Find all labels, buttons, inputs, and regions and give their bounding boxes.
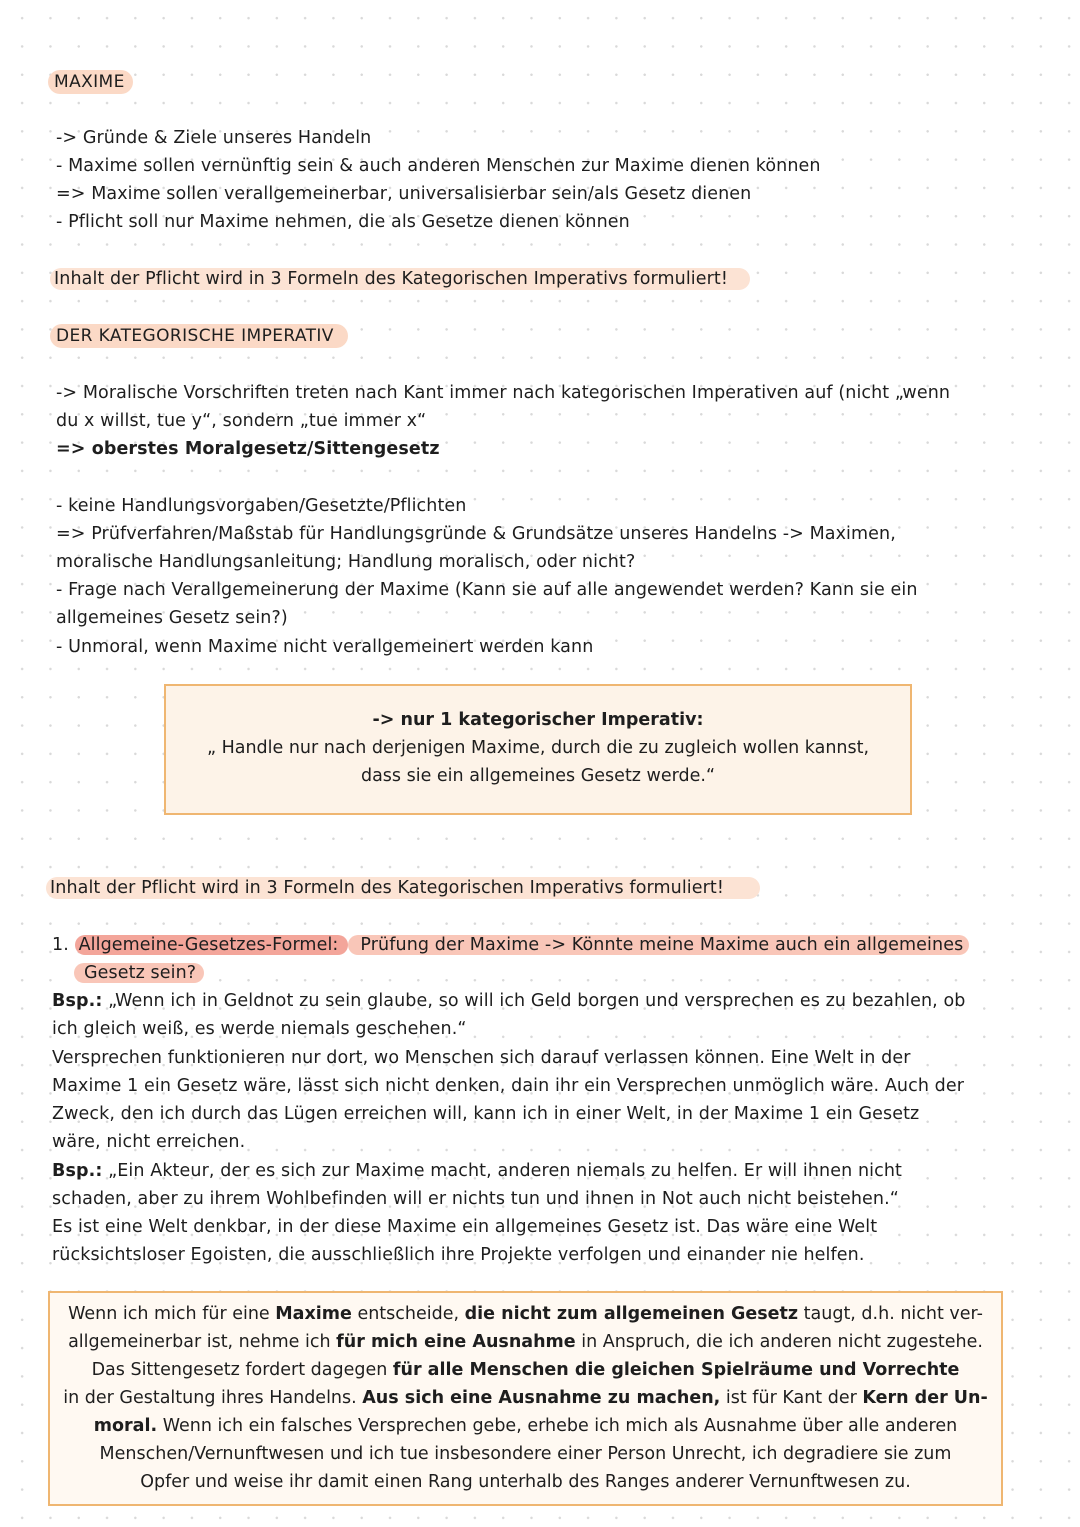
inhalt-highlight-2 — [46, 874, 760, 902]
formel-1-number: 1. — [52, 935, 69, 955]
summary-box — [48, 1291, 1003, 1506]
kat-para2-line-6: - Unmoral, wenn Maxime nicht verallgemeinert werden kann — [56, 637, 594, 657]
kat-para1-bold: => oberstes Moralgesetz/Sittengesetz — [56, 439, 440, 459]
kat-para2-line-3: moralische Handlungsanleitung; Handlung moralisch, oder nicht? — [56, 552, 636, 572]
summary-l2-b: für mich eine Ausnahme — [336, 1332, 576, 1352]
summary-line-7: Opfer und weise ihr damit einen Rang unterhalb des Ranges anderer Vernunftwesen zu. — [140, 1472, 911, 1492]
bsp2-text-1: „Ein Akteur, der es sich zur Maxime macht, anderen niemals zu helfen. Er will ihnen nicht — [108, 1161, 902, 1181]
explain2-line-2: rücksichtsloser Egoisten, die ausschließlich ihre Projekte verfolgen und einander nie helfen. — [52, 1245, 865, 1265]
summary-l4-b: Aus sich eine Ausnahme zu machen, — [362, 1388, 721, 1408]
summary-l4-c: ist für Kant der — [720, 1388, 863, 1408]
summary-l1-b: Maxime — [275, 1304, 352, 1324]
formel-1-line-2 — [74, 959, 204, 987]
summary-line-3 — [50, 1356, 1001, 1384]
bsp2-line-2: schaden, aber zu ihrem Wohlbefinden will er nichts tun und ihnen in Not auch nicht beistehen.“ — [52, 1189, 899, 1209]
summary-l3-b: für alle Menschen die gleichen Spielräume und Vorrechte — [392, 1360, 960, 1380]
kat-para1-line-2: du x willst, tue y“, sondern „tue immer x“ — [56, 411, 427, 431]
inhalt-highlight-1-text: Inhalt der Pflicht wird in 3 Formeln des Kategorischen Imperativs formuliert! — [50, 268, 750, 290]
formel-1-line-1 — [52, 931, 969, 959]
inhalt-highlight-2-text: Inhalt der Pflicht wird in 3 Formeln des Kategorischen Imperativs formuliert! — [46, 877, 760, 899]
summary-l5-b: Wenn ich ein falsches Versprechen gebe, erhebe ich mich als Ausnahme über alle anderen — [157, 1416, 958, 1436]
summary-line-6: Menschen/Vernunftwesen und ich tue insbesondere einer Person Unrecht, ich degradiere sie zum — [99, 1444, 952, 1464]
kat-para2-line-4: - Frage nach Verallgemeinerung der Maxime (Kann sie auf alle angewendet werden? Kann sie ein — [56, 580, 918, 600]
maxime-line-4: - Pflicht soll nur Maxime nehmen, die als Gesetze dienen können — [56, 212, 630, 232]
bsp1-line-1 — [52, 987, 966, 1015]
formel-1-text-2: Gesetz sein? — [74, 963, 204, 983]
summary-line-1 — [50, 1300, 1001, 1328]
kat-para2-line-2: => Prüfverfahren/Maßstab für Handlungsgründe & Grundsätze unseres Handelns -> Maximen, — [56, 524, 896, 544]
heading-kategorisch — [50, 322, 348, 350]
imperativ-box-line-1: „ Handle nur nach derjenigen Maxime, durch die zu zugleich wollen kannst, — [206, 738, 870, 758]
heading-maxime-text: MAXIME — [48, 70, 133, 94]
inhalt-highlight-1 — [50, 265, 750, 293]
summary-line-4 — [50, 1384, 1001, 1412]
formel-1-label-highlight — [75, 935, 349, 955]
summary-l1-c: entscheide, — [351, 1304, 465, 1324]
summary-line-5 — [50, 1412, 1001, 1440]
summary-l1-e: taugt, d.h. nicht ver- — [798, 1304, 983, 1324]
imperativ-box-line-2: dass sie ein allgemeines Gesetz werde.“ — [360, 766, 716, 786]
explain1-line-1: Versprechen funktionieren nur dort, wo Menschen sich darauf verlassen können. Eine Welt in der — [52, 1048, 911, 1068]
bsp2-line-1 — [52, 1157, 902, 1185]
formel-1-text: Prüfung der Maxime -> Könnte meine Maxime auch ein allgemeines — [348, 935, 969, 955]
explain1-line-4: wäre, nicht erreichen. — [52, 1132, 246, 1152]
explain1-line-2: Maxime 1 ein Gesetz wäre, lässt sich nicht denken, dain ihr ein Versprechen unmöglich wäre. Auch der — [52, 1076, 965, 1096]
summary-l1-a: Wenn ich mich für eine — [68, 1304, 276, 1324]
kat-para2-line-5: allgemeines Gesetz sein?) — [56, 608, 288, 628]
bsp1-line-2: ich gleich weiß, es werde niemals geschehen.“ — [52, 1019, 467, 1039]
summary-l4-a: in der Gestaltung ihres Handelns. — [63, 1388, 363, 1408]
kat-para2-line-1: - keine Handlungsvorgaben/Gesetzte/Pflichten — [56, 496, 467, 516]
bsp1-text-1: „Wenn ich in Geldnot zu sein glaube, so will ich Geld borgen und versprechen es zu bezahlen, ob — [108, 991, 966, 1011]
kat-para1-line-1: -> Moralische Vorschriften treten nach Kant immer nach kategorischen Imperativen auf (nicht „wenn — [56, 383, 951, 403]
bsp2-label: Bsp.: — [52, 1161, 103, 1181]
formel-1-label: Allgemeine-Gesetzes-Formel: — [78, 935, 339, 955]
summary-l2-a: allgemeinerbar ist, nehme ich — [68, 1332, 337, 1352]
maxime-line-3: => Maxime sollen verallgemeinerbar, universalisierbar sein/als Gesetz dienen — [56, 184, 752, 204]
maxime-line-2: - Maxime sollen vernünftig sein & auch anderen Menschen zur Maxime dienen können — [56, 156, 821, 176]
summary-l3-a: Das Sittengesetz fordert dagegen — [91, 1360, 393, 1380]
summary-line-2 — [50, 1328, 1001, 1356]
summary-l2-c: in Anspruch, die ich anderen nicht zugestehe. — [575, 1332, 983, 1352]
summary-l5-a: moral. — [93, 1416, 158, 1436]
explain2-line-1: Es ist eine Welt denkbar, in der diese Maxime ein allgemeines Gesetz ist. Das wäre eine Welt — [52, 1217, 878, 1237]
heading-kategorisch-text: DER KATEGORISCHE IMPERATIV — [50, 324, 348, 348]
heading-maxime — [48, 68, 133, 96]
bsp1-label: Bsp.: — [52, 991, 103, 1011]
explain1-line-3: Zweck, den ich durch das Lügen erreichen will, kann ich in einer Welt, in der Maxime 1 ein Gesetz — [52, 1104, 920, 1124]
imperativ-box-title: -> nur 1 kategorischer Imperativ: — [372, 710, 704, 730]
imperativ-box — [164, 684, 912, 815]
maxime-line-1: -> Gründe & Ziele unseres Handeln — [56, 128, 372, 148]
summary-l4-d: Kern der Un- — [862, 1388, 988, 1408]
summary-l1-d: die nicht zum allgemeinen Gesetz — [464, 1304, 799, 1324]
